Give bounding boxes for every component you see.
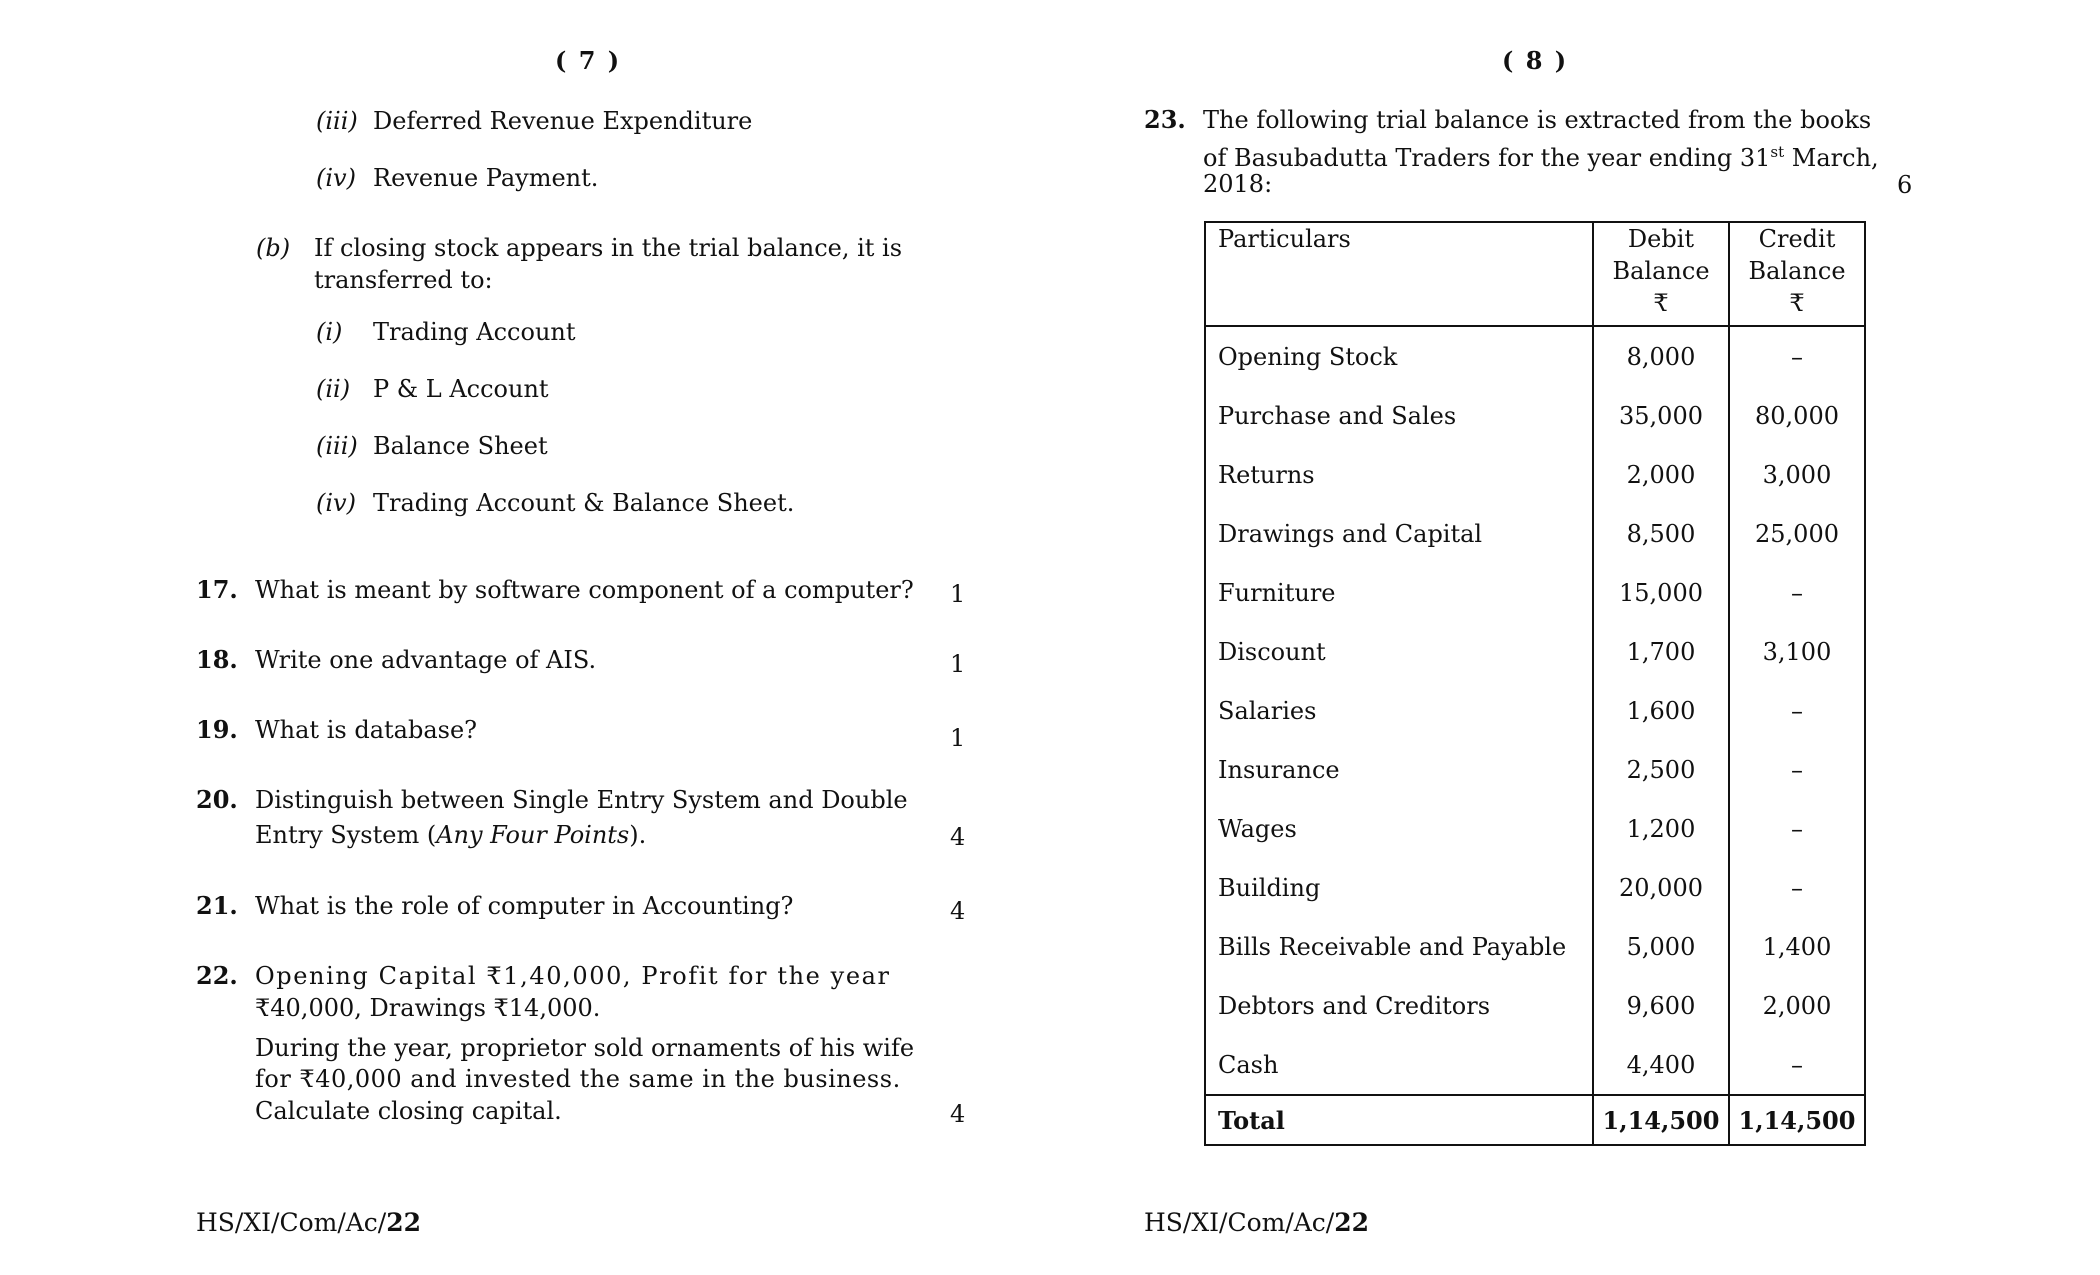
question-text: 2018: <box>1203 170 1273 198</box>
cell-particulars: Furniture <box>1205 563 1593 622</box>
question-text: Distinguish between Single Entry System and Double <box>255 786 908 814</box>
cell-debit: 5,000 <box>1593 917 1729 976</box>
option-text: Balance Sheet <box>373 432 548 460</box>
table-row <box>1205 622 1865 681</box>
question-marks: 4 <box>950 823 966 851</box>
cell-debit: 2,000 <box>1593 445 1729 504</box>
question-text <box>1203 136 1879 174</box>
cell-debit: 8,500 <box>1593 504 1729 563</box>
total-label: Total <box>1205 1095 1593 1145</box>
text-span: March, <box>1784 144 1879 172</box>
table-row <box>1205 563 1865 622</box>
question-number: 17. <box>196 575 238 604</box>
question-marks: 1 <box>950 580 966 608</box>
cell-credit: – <box>1729 1035 1865 1095</box>
cell-debit: 9,600 <box>1593 976 1729 1035</box>
header-label: Balance <box>1748 257 1846 285</box>
cell-particulars: Bills Receivable and Payable <box>1205 917 1593 976</box>
question-text: What is the role of computer in Accounting? <box>255 892 794 920</box>
cell-particulars: Debtors and Creditors <box>1205 976 1593 1035</box>
cell-credit: – <box>1729 563 1865 622</box>
rupee-symbol: ₹ <box>1653 289 1669 317</box>
superscript: st <box>1770 143 1785 161</box>
question-number: 21. <box>196 891 238 920</box>
table-row <box>1205 858 1865 917</box>
question-number: 23. <box>1144 105 1186 134</box>
cell-credit: 80,000 <box>1729 386 1865 445</box>
header-label: Particulars <box>1218 225 1351 253</box>
header-credit <box>1729 222 1865 326</box>
cell-credit: – <box>1729 858 1865 917</box>
question-text: for ₹40,000 and invested the same in the business. <box>255 1065 901 1093</box>
cell-credit: 3,100 <box>1729 622 1865 681</box>
question-marks: 1 <box>950 724 966 752</box>
cell-credit: 25,000 <box>1729 504 1865 563</box>
option-number: (iii) <box>316 432 358 460</box>
cell-credit: 2,000 <box>1729 976 1865 1035</box>
option-number: (iv) <box>316 164 356 192</box>
total-debit: 1,14,500 <box>1593 1095 1729 1145</box>
table-row <box>1205 799 1865 858</box>
question-number: 22. <box>196 961 238 990</box>
option-text: P & L Account <box>373 375 549 403</box>
header-debit <box>1593 222 1729 326</box>
header-particulars <box>1205 222 1593 326</box>
question-marks: 6 <box>1897 171 1913 199</box>
table-row <box>1205 976 1865 1035</box>
table-row <box>1205 681 1865 740</box>
page-footer <box>196 1208 421 1237</box>
table-row <box>1205 740 1865 799</box>
option-number: (i) <box>316 318 343 346</box>
table-row <box>1205 445 1865 504</box>
cell-debit: 4,400 <box>1593 1035 1729 1095</box>
cell-debit: 15,000 <box>1593 563 1729 622</box>
cell-credit: 1,400 <box>1729 917 1865 976</box>
right-page <box>1050 0 2100 1275</box>
cell-particulars: Returns <box>1205 445 1593 504</box>
question-marks: 1 <box>950 650 966 678</box>
table-row <box>1205 917 1865 976</box>
cell-debit: 35,000 <box>1593 386 1729 445</box>
question-text: What is database? <box>255 716 478 744</box>
option-text: Revenue Payment. <box>373 164 599 192</box>
question-number: 20. <box>196 785 238 814</box>
cell-credit: 3,000 <box>1729 445 1865 504</box>
header-label: Credit <box>1758 225 1836 253</box>
option-number: (iii) <box>316 107 358 135</box>
question-text: The following trial balance is extracted from the books <box>1203 106 1872 134</box>
cell-particulars: Wages <box>1205 799 1593 858</box>
footer-code-bold: 22 <box>1334 1208 1370 1237</box>
header-label: Balance <box>1612 257 1710 285</box>
question-marks: 4 <box>950 1100 966 1128</box>
option-text: Deferred Revenue Expenditure <box>373 107 753 135</box>
sub-question-text: If closing stock appears in the trial balance, it is <box>314 234 903 262</box>
footer-code: HS/XI/Com/Ac/ <box>196 1208 387 1237</box>
option-number: (ii) <box>316 375 351 403</box>
page-number: ( 7 ) <box>555 46 622 75</box>
cell-particulars: Opening Stock <box>1205 326 1593 386</box>
sub-question-label: (b) <box>256 234 291 262</box>
trial-balance-table <box>1204 221 1866 1146</box>
question-text: ₹40,000, Drawings ₹14,000. <box>255 994 601 1022</box>
question-text: Calculate closing capital. <box>255 1097 562 1125</box>
page-footer <box>1144 1208 1369 1237</box>
cell-debit: 8,000 <box>1593 326 1729 386</box>
question-text: Opening Capital ₹1,40,000, Profit for the year <box>255 962 891 990</box>
cell-credit: – <box>1729 740 1865 799</box>
cell-debit: 1,700 <box>1593 622 1729 681</box>
cell-credit: – <box>1729 326 1865 386</box>
table-row <box>1205 1035 1865 1095</box>
cell-particulars: Cash <box>1205 1035 1593 1095</box>
question-number: 19. <box>196 715 238 744</box>
sub-question-text: transferred to: <box>314 266 493 294</box>
question-text: What is meant by software component of a computer? <box>255 576 914 604</box>
footer-code: HS/XI/Com/Ac/ <box>1144 1208 1335 1237</box>
cell-particulars: Insurance <box>1205 740 1593 799</box>
cell-debit: 2,500 <box>1593 740 1729 799</box>
cell-particulars: Purchase and Sales <box>1205 386 1593 445</box>
cell-credit: – <box>1729 799 1865 858</box>
table-body <box>1205 326 1865 1095</box>
question-text <box>255 819 646 851</box>
page-number: ( 8 ) <box>1502 46 1569 75</box>
cell-debit: 20,000 <box>1593 858 1729 917</box>
text-span: of Basubadutta Traders for the year ending 31 <box>1203 144 1771 172</box>
question-text: During the year, proprietor sold ornaments of his wife <box>255 1034 915 1062</box>
question-text: Write one advantage of AIS. <box>255 646 597 674</box>
text-span: ). <box>629 821 647 849</box>
cell-particulars: Building <box>1205 858 1593 917</box>
footer-code-bold: 22 <box>386 1208 422 1237</box>
table-header-row <box>1205 222 1865 326</box>
cell-debit: 1,600 <box>1593 681 1729 740</box>
header-label: Debit <box>1627 225 1695 253</box>
table-row <box>1205 504 1865 563</box>
total-credit: 1,14,500 <box>1729 1095 1865 1145</box>
cell-particulars: Drawings and Capital <box>1205 504 1593 563</box>
rupee-symbol: ₹ <box>1789 289 1805 317</box>
cell-particulars: Discount <box>1205 622 1593 681</box>
cell-particulars: Salaries <box>1205 681 1593 740</box>
table-row <box>1205 326 1865 386</box>
cell-debit: 1,200 <box>1593 799 1729 858</box>
question-number: 18. <box>196 645 238 674</box>
cell-credit: – <box>1729 681 1865 740</box>
table-row <box>1205 386 1865 445</box>
option-number: (iv) <box>316 489 356 517</box>
option-text: Trading Account <box>373 318 576 346</box>
question-marks: 4 <box>950 897 966 925</box>
italic-span: Any Four Points <box>436 821 630 849</box>
table-total-row <box>1205 1095 1865 1145</box>
text-span: Entry System ( <box>255 821 437 849</box>
option-text: Trading Account & Balance Sheet. <box>373 489 795 517</box>
